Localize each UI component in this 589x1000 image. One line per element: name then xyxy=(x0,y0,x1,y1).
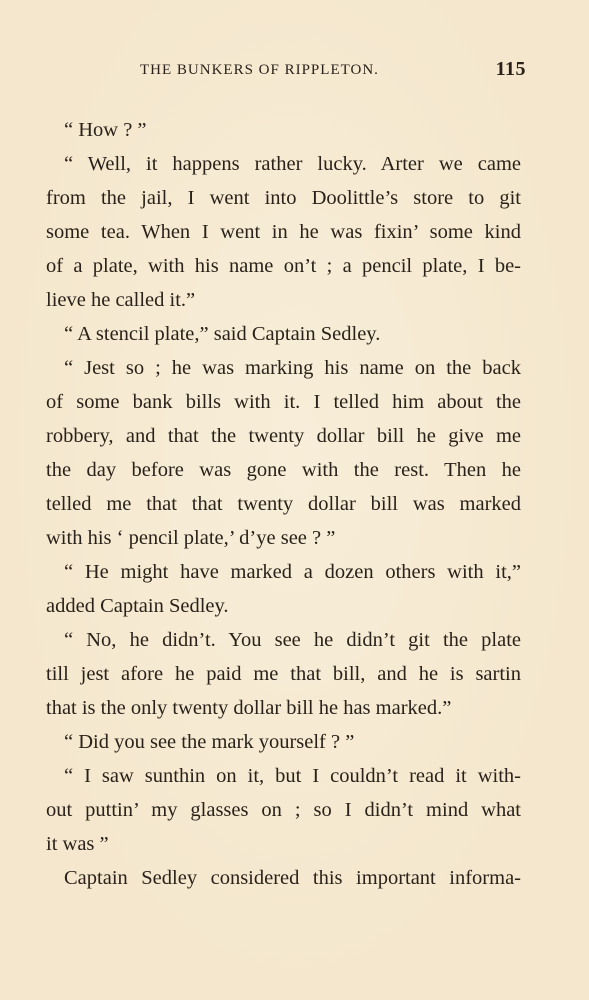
text-line: “ I saw sunthin on it, but I couldn’t read it with- xyxy=(64,765,521,787)
text-line: “ How ? ” xyxy=(64,119,147,141)
page-number: 115 xyxy=(495,58,526,80)
text-line: from the jail, I went into Doolittle’s store to git xyxy=(46,187,521,209)
text-line: of a plate, with his name on’t ; a pencil plate, I be- xyxy=(46,255,521,277)
text-line: added Captain Sedley. xyxy=(46,595,229,617)
text-line: “ Jest so ; he was marking his name on the back xyxy=(64,357,521,379)
text-line: “ Did you see the mark yourself ? ” xyxy=(64,731,355,753)
text-line: with his ‘ pencil plate,’ d’ye see ? ” xyxy=(46,527,336,549)
body-text xyxy=(46,113,521,895)
text-line: of some bank bills with it. I telled him about the xyxy=(46,391,521,413)
text-line: robbery, and that the twenty dollar bill he give me xyxy=(46,425,521,447)
text-line: “ No, he didn’t. You see he didn’t git the plate xyxy=(64,629,521,651)
text-line: the day before was gone with the rest. Then he xyxy=(46,459,521,481)
text-line: “ Well, it happens rather lucky. Arter we came xyxy=(64,153,521,175)
running-title: THE BUNKERS OF RIPPLETON. xyxy=(140,62,379,78)
text-line: “ He might have marked a dozen others with it,” xyxy=(64,561,521,583)
text-line: out puttin’ my glasses on ; so I didn’t mind what xyxy=(46,799,521,821)
running-head xyxy=(46,58,526,88)
text-line: lieve he called it.” xyxy=(46,289,196,311)
text-line: some tea. When I went in he was fixin’ some kind xyxy=(46,221,521,243)
text-line: “ A stencil plate,” said Captain Sedley. xyxy=(64,323,381,345)
text-line: telled me that that twenty dollar bill was marked xyxy=(46,493,521,515)
text-line: it was ” xyxy=(46,833,109,855)
text-line: till jest afore he paid me that bill, and he is sartin xyxy=(46,663,521,685)
text-line: that is the only twenty dollar bill he has marked.” xyxy=(46,697,452,719)
text-line: Captain Sedley considered this important informa- xyxy=(64,867,521,889)
